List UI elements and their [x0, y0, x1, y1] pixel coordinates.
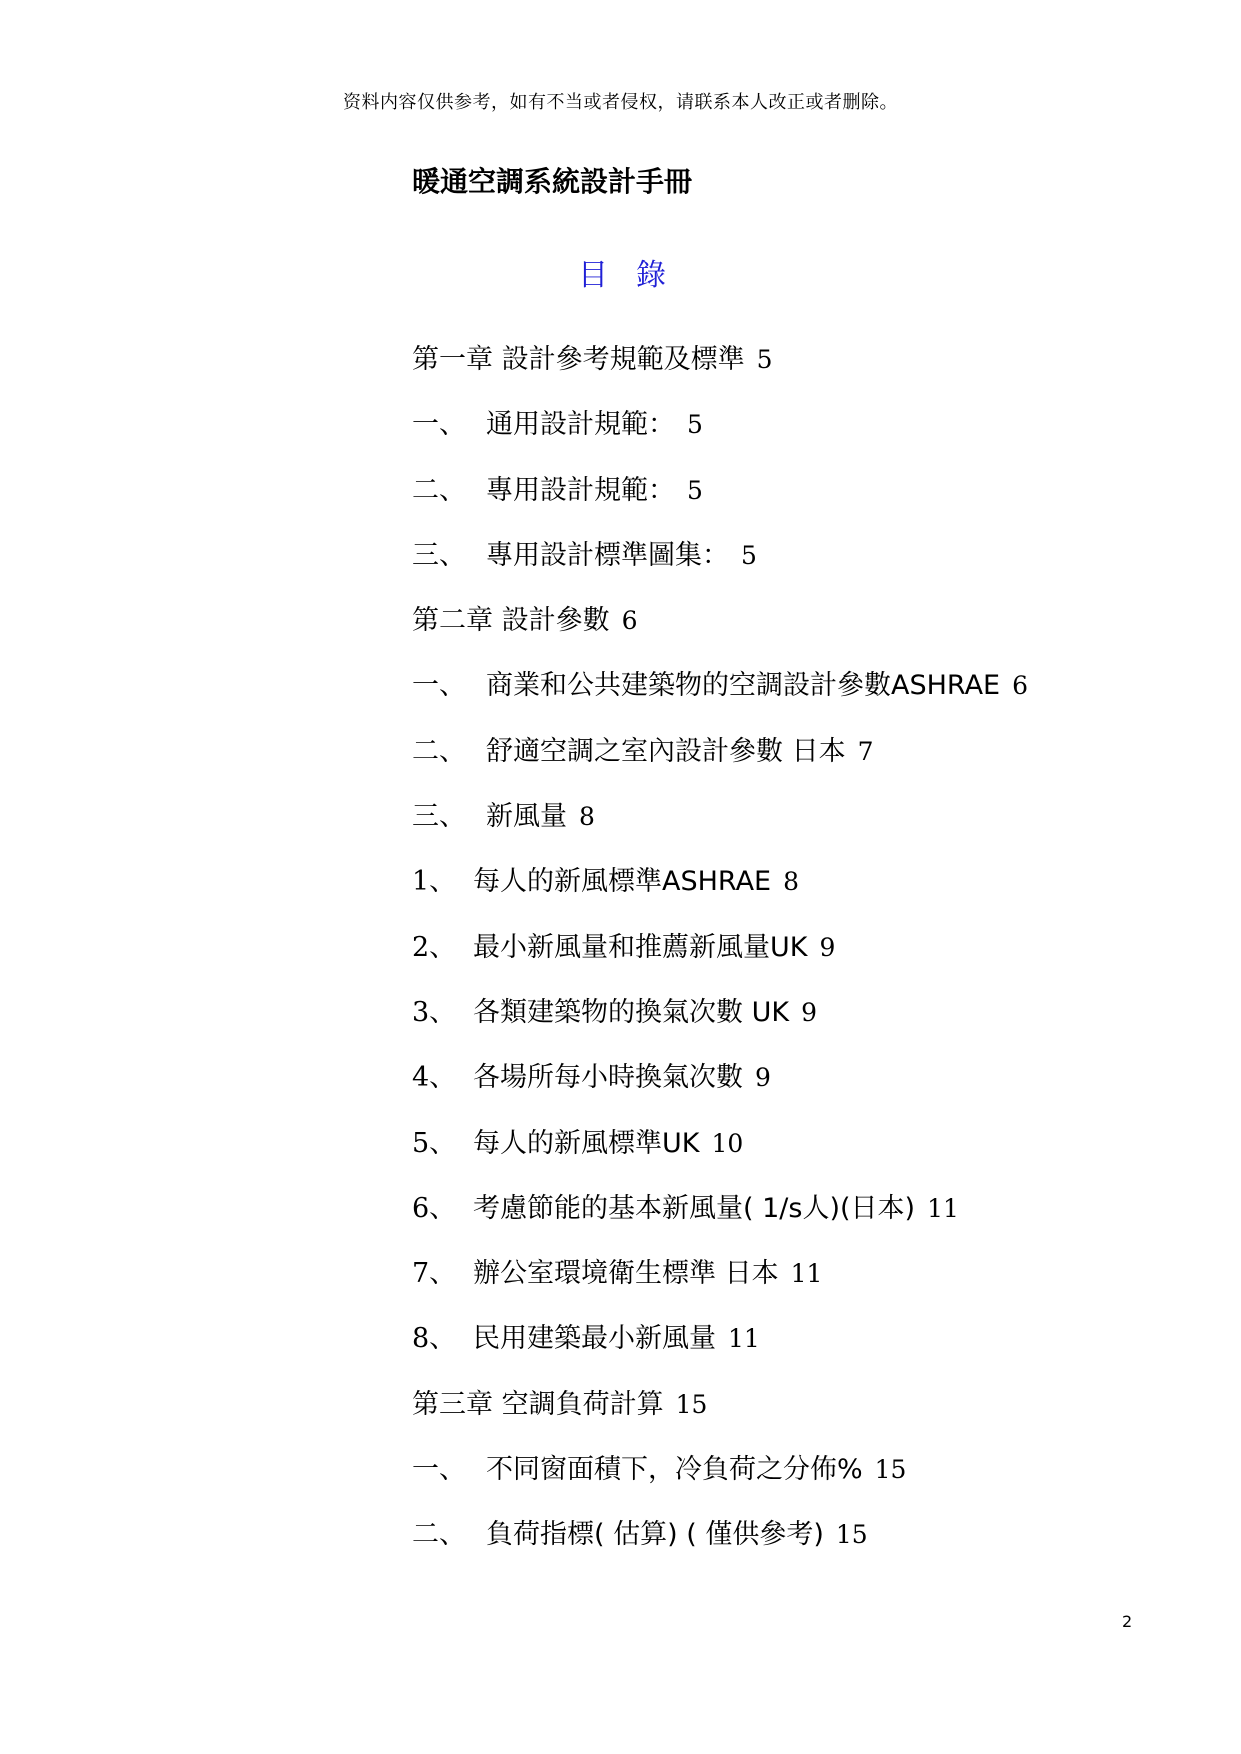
toc-entry[interactable] — [412, 534, 1132, 599]
toc-entry-number: 一、 — [412, 1454, 466, 1486]
toc-entry[interactable] — [412, 991, 1132, 1056]
toc-entry-title: 第二章 設計參數 — [412, 605, 610, 637]
toc-entry[interactable] — [412, 1513, 1132, 1578]
toc-entry-number: 二、 — [412, 1519, 466, 1551]
toc-entry-page: 5 — [687, 410, 703, 440]
toc-entry-number: 一、 — [412, 670, 466, 702]
toc-entry[interactable] — [412, 1187, 1132, 1252]
toc-entry-page: 10 — [711, 1128, 744, 1158]
toc-entry-number: 二、 — [412, 474, 466, 506]
toc-entry-title: 商業和公共建築物的空調設計參數ASHRAE — [486, 670, 1001, 702]
toc-entry-title: 不同窗面積下，冷負荷之分佈% — [486, 1454, 863, 1486]
toc-entry[interactable] — [412, 795, 1132, 860]
toc-entry-title: 考慮節能的基本新風量( 1/s人)(日本) — [473, 1192, 916, 1224]
toc-entry[interactable] — [412, 1448, 1132, 1513]
toc-entry[interactable] — [412, 599, 1132, 664]
toc-entry-title: 辦公室環境衛生標準 日本 — [473, 1258, 779, 1290]
toc-entry-page: 6 — [621, 606, 638, 636]
toc-entry[interactable] — [412, 1122, 1132, 1187]
toc-entry-number: 5、 — [412, 1127, 457, 1159]
toc-entry-number: 一、 — [412, 409, 466, 441]
toc-entry-page: 11 — [927, 1193, 959, 1223]
toc-entry-page: 6 — [1012, 671, 1029, 701]
toc-entry[interactable] — [412, 469, 1132, 534]
toc-entry-title: 第一章 設計參考規範及標準 — [412, 344, 745, 375]
toc-heading: 目錄 — [578, 258, 694, 293]
toc-entry-title: 各類建築物的換氣次數 UK — [473, 996, 790, 1028]
toc-entry-page: 5 — [741, 540, 757, 570]
toc-entry[interactable] — [412, 1383, 1132, 1448]
toc-entry-number: 2、 — [412, 931, 457, 963]
page-number: 2 — [1122, 1612, 1133, 1631]
toc-entry-title: 每人的新風標準ASHRAE — [473, 866, 772, 898]
toc-entry-title: 每人的新風標準UK — [473, 1127, 700, 1159]
toc-entry[interactable] — [412, 860, 1132, 925]
toc-entry-page: 9 — [755, 1063, 771, 1093]
toc-entry-page: 5 — [756, 345, 773, 374]
toc-entry-page: 9 — [819, 932, 836, 962]
toc-entry-title: 舒適空調之室內設計參數 日本 — [486, 735, 846, 767]
toc-entry-page: 8 — [579, 802, 595, 832]
toc-entry-title: 民用建築最小新風量 — [473, 1323, 716, 1355]
toc-entry-title: 專用設計規範： — [486, 474, 675, 506]
toc-entry-title: 專用設計標準圖集： — [486, 539, 729, 571]
toc-entry-page: 9 — [801, 997, 817, 1027]
toc-entry-title: 負荷指標( 估算) ( 僅供參考) — [486, 1519, 824, 1551]
table-of-contents — [412, 338, 1132, 1579]
toc-entry-page: 8 — [783, 867, 800, 897]
toc-entry-number: 1、 — [412, 866, 457, 898]
toc-entry-page: 15 — [675, 1389, 708, 1419]
toc-entry-title: 各場所每小時換氣次數 — [473, 1062, 743, 1094]
toc-entry-number: 7、 — [412, 1258, 457, 1290]
toc-entry-title: 新風量 — [486, 801, 567, 833]
disclaimer-header: 资料内容仅供参考，如有不当或者侵权，请联系本人改正或者删除。 — [343, 92, 898, 113]
toc-entry[interactable] — [412, 1252, 1132, 1317]
toc-entry[interactable] — [412, 403, 1132, 468]
toc-entry-title: 最小新風量和推薦新風量UK — [473, 931, 808, 963]
toc-entry-number: 4、 — [412, 1062, 457, 1094]
toc-entry[interactable] — [412, 730, 1132, 795]
toc-entry[interactable] — [412, 338, 1132, 403]
toc-entry-page: 5 — [687, 475, 703, 505]
toc-entry[interactable] — [412, 664, 1132, 729]
toc-entry-page: 7 — [857, 736, 874, 766]
document-title: 暖通空調系統設計手冊 — [412, 165, 693, 198]
toc-entry-number: 8、 — [412, 1323, 457, 1355]
toc-entry-number: 3、 — [412, 996, 457, 1028]
toc-entry[interactable] — [412, 1056, 1132, 1121]
toc-entry-page: 15 — [874, 1455, 907, 1485]
toc-entry-title: 第三章 空調負荷計算 — [412, 1388, 664, 1420]
toc-entry-number: 6、 — [412, 1192, 457, 1224]
toc-entry-page: 11 — [790, 1259, 823, 1289]
toc-entry-title: 通用設計規範： — [486, 409, 675, 441]
toc-entry-number: 二、 — [412, 735, 466, 767]
toc-entry-number: 三、 — [412, 539, 466, 571]
toc-entry-page: 11 — [728, 1324, 760, 1354]
toc-entry[interactable] — [412, 1317, 1132, 1382]
toc-entry-page: 15 — [835, 1520, 868, 1550]
toc-entry-number: 三、 — [412, 801, 466, 833]
toc-entry[interactable] — [412, 926, 1132, 991]
